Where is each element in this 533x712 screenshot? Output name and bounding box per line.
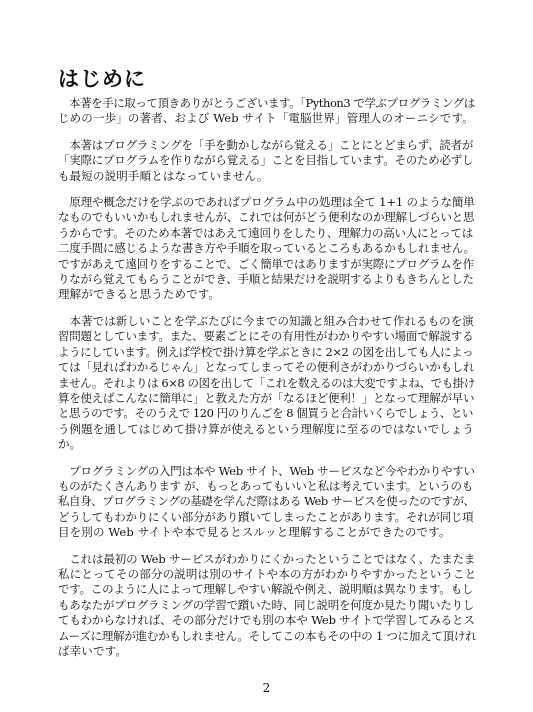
text-line: 本著を手に取って頂きありがとうございます。「Python3 で学ぶプログラミングは xyxy=(58,96,475,110)
paragraph xyxy=(58,195,476,303)
text-line: ません。それよりは 6×8 の図を出して「これを数えるのは大変ですよね、でも掛け xyxy=(58,375,475,390)
text-line: じめの一歩」の著者、および Web サイト「電脳世界」管理人のオーニシです。 xyxy=(58,111,474,126)
text-line: ては「見ればわかるじゃん」となってしまってその便利さがわかりづらいかもしれ xyxy=(58,360,475,375)
text-line: りながら覚えてもらうことができ、手順と結果だけを説明するよりもきちんとした xyxy=(58,272,474,287)
text-line: 原理や概念だけを学ぶのであればプログラム中の処理は全て 1+1 のような簡単 xyxy=(58,195,475,210)
text-line: ものがたくさんあります が、もっとあってもいいと私は考えています。というのも xyxy=(58,478,473,493)
page-number: 2 xyxy=(262,681,271,695)
text-line: 理解ができると思うためです。 xyxy=(58,287,221,302)
text-line: か。 xyxy=(58,437,82,452)
text-line: どうしてもわかりにくい部分があり躓いてしまったことがあります。それが同じ項 xyxy=(58,509,474,524)
paragraph xyxy=(58,314,476,453)
text-line: うからです。そのため本著ではあえて遠回りをしたり、理解力の高い人にとっては xyxy=(58,225,473,240)
page-title: はじめに xyxy=(58,67,146,91)
text-line: う例題を通してはじめて掛け算が使えるという理解度に至るのではないでしょう xyxy=(58,421,474,436)
paragraph xyxy=(58,138,476,184)
text-line: 目を別の Web サイトや本で見るとスルッと理解することができたのです。 xyxy=(58,525,451,540)
text-line: 私自身、プログラミングの基礎を学んだ際はある Web サービスを使ったのですが、 xyxy=(58,494,475,509)
body-text xyxy=(58,96,476,670)
text-line: これは最初の Web サービスがわかりにくかったということではなく、たまたま xyxy=(58,551,476,566)
text-line: と思うのです。そのうえで 120 円のりんごを 8 個買うと合計いくらでしょう、とい xyxy=(58,406,473,421)
text-line: 「実際にプログラムを作りながら覚える」ことを目指しています。そのため必ずし xyxy=(58,153,474,168)
text-line: ですがあえて遠回りをすることで、ごく簡単ではありますが実際にプログラムを作 xyxy=(58,256,474,271)
paragraph xyxy=(58,552,476,660)
text-line: なものでもいいかもしれませんが、これでは何がどう便利なのか理解しづらいと思 xyxy=(58,210,475,225)
text-line: です。このように人によって理解しやすい解説や例え、説明順は異なります。もし xyxy=(58,582,474,597)
text-line: 習問題としています。また、要素ごとにその有用性がわかりやすい場面で解説する xyxy=(58,329,474,344)
text-line: 算を使えばこんなに簡単に」と教えた方が「なるほど便利！」となって理解が早い xyxy=(58,390,475,405)
text-line: もあなたがプログラミングの学習で躓いた時、同じ説明を何度か見たり聞いたりし xyxy=(58,597,475,612)
text-line: 本著はプログラミングを「手を動かしながら覚える」ことにとどまらず、読者が xyxy=(58,137,474,152)
paragraph xyxy=(58,96,476,127)
text-line: ば幸いです。 xyxy=(58,644,127,658)
text-line: 二度手間に感じるような書き方や手順を取っているところもあるかもしれません。 xyxy=(58,241,475,256)
text-line: も最短の説明手順とはなっていません。 xyxy=(58,168,269,183)
text-line: プログラミングの入門は本や Web サイト、Web サービスなど今やわかりやすい xyxy=(58,463,475,478)
text-line: てもわからなければ、その部分だけでも別の本や Web サイトで学習してみるとス xyxy=(58,613,475,628)
text-line: 私にとってその部分の説明は別のサイトや本の方がわかりやすかったということ xyxy=(58,566,477,581)
text-line: 本著では新しいことを学ぶたびに今までの知識と組み合わせて作れるものを演 xyxy=(58,313,474,328)
text-line: ようにしています。例えば学校で掛け算を学ぶときに 2×2 の図を出しても人によっ xyxy=(58,344,474,359)
paragraph xyxy=(58,464,476,541)
text-line: ムーズに理解が進むかもしれません。そしてこの本もその中の 1 つに加えて頂けれ xyxy=(58,628,477,643)
